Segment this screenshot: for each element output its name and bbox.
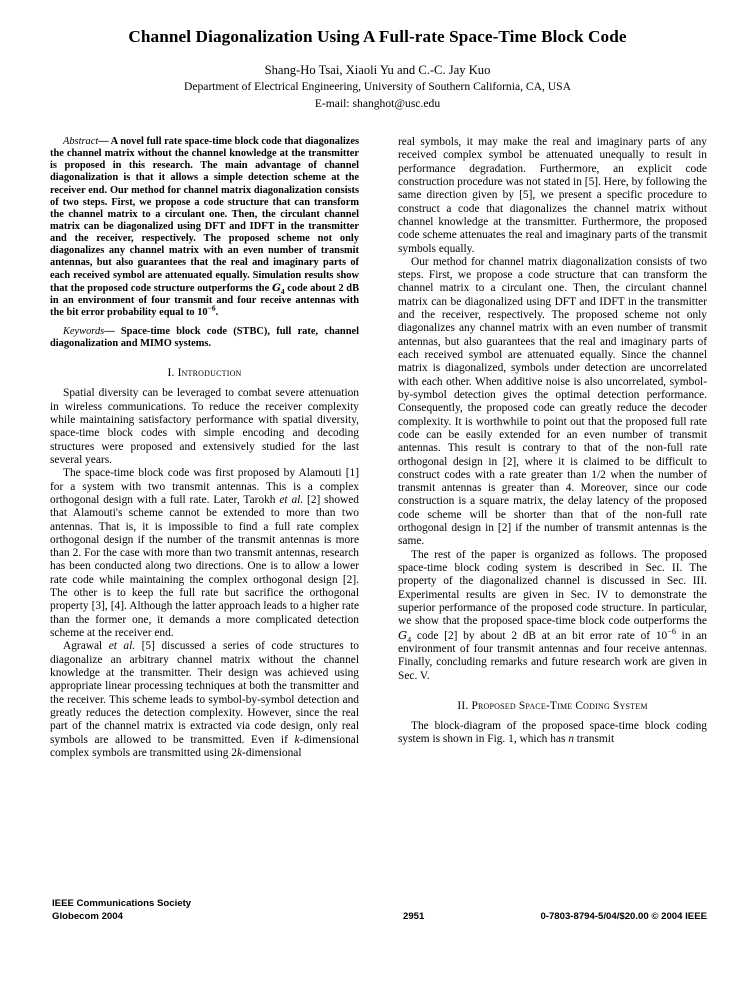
- abstract-dash: —: [98, 136, 109, 147]
- paragraph-intro-2-part-1: The space-time block code was first proposed by Alamouti [1] for a system with two transmit antennas. This is a complex orthogonal design with a full rate. Later, Tarokh: [50, 467, 359, 506]
- footer-row-top: [52, 898, 707, 911]
- page-title: Channel Diagonalization Using A Full-rate Space-Time Block Code: [128, 27, 627, 46]
- paragraph-intro-2: [50, 467, 359, 640]
- paper-header-block: [50, 26, 705, 112]
- paragraph-intro-3-part-3: -dimensional complex symbols are transmitted using 2: [50, 733, 359, 759]
- footer-society-name: IEEE Communications Society: [52, 898, 192, 909]
- paragraph-intro-6-part-2: code [2] by about 2 dB at an bit error rate of: [411, 629, 656, 642]
- paragraph-section2-1-part-1: The block-diagram of the proposed space-time block coding system is shown in Fig. 1, which has: [398, 719, 707, 746]
- paragraph-intro-2-part-2: [2] showed that Alamouti's scheme cannot be extended to more than two antennas. That is, it is impossible to find a full rate complex orthogonal design if the number of the transmit antennas is more than 2. For the case with more than two transmit antennas, research has been conducted along two directions. One is to allow a lower rate code while maintaining the complex orthogonal design [2]. The other is to keep the full rate but sacrifice the orthogonal property [3], [4]. Although the latter approach leads to a higher rate than the former one, it demands a more complicated detection scheme at the receiver end.: [50, 493, 359, 640]
- footer-conference-name: Globecom 2004: [52, 911, 123, 922]
- abstract-text-part-2: code about 2 dB in an environment of four transmit and four receive antennas with the bit error probability equal to: [50, 282, 359, 318]
- paragraph-intro-6: [398, 549, 707, 683]
- abstract-ber-exponent: −6: [207, 303, 216, 313]
- paragraph-intro-1: Spatial diversity can be leveraged to combat severe attenuation in wireless communications. To reduce the receiver complexity while maintaining satisfactory performance with spatial diversity, space-time block codes with simple encoding and decoding structures were proposed and extensively studied for the last several years.: [50, 387, 359, 466]
- math-variable-n: n: [568, 733, 574, 746]
- paragraph-intro-5: Our method for channel matrix diagonalization consists of two steps. First, we propose a code structure that can transform the channel matrix to a circulant one. Then, the circulant channel matrix can be diagonalized using DFT and IDFT in the transmitter and the receiver, respectively. The proposed scheme not only diagonalizes any channel matrix with an even number of transmit antennas, but also guarantees that the real and imaginary parts of each received symbol are attenuated equally. Since the channel matrix is diagonalized, symbols under detection are uncorrelated with each other. When additive noise is also uncorrelated, symbol-by-symbol detection gives the optimal detection performance. Consequently, the proposed code can greatly reduce the decoder complexity. It is worthwhile to point out that the proposed full rate code can be easily extended for an even number of transmit antennas. This result is contrary to that of the non-full rate orthogonal design in [2], where it is claimed to be difficult to construct codes with a rate greater than 1/2 when the number of transmit antennas is greater than 4. Moreover, since our code construction is a square matrix, the delay latency of the proposed code scheme will be shorter than that of the non-full rate orthogonal design in [2] if the number of transmit antennas is the same.: [398, 255, 707, 548]
- keywords-text: Space-time block code (STBC), full rate, channel diagonalization and MIMO systems.: [50, 326, 359, 350]
- abstract-symbol-g: G: [271, 281, 281, 294]
- section-title-1: Introduction: [177, 367, 242, 380]
- contact-email: E-mail: shanghot@usc.edu: [314, 96, 441, 110]
- body-symbol-g-subscript: 4: [407, 634, 412, 644]
- paragraph-intro-3: [50, 640, 359, 760]
- paragraph-intro-3-part-1: Agrawal: [63, 640, 109, 653]
- abstract-ber-base: 10: [197, 306, 208, 318]
- keywords-label: Keywords: [63, 326, 105, 338]
- author-list: Shang-Ho Tsai, Xiaoli Yu and C.-C. Jay Kuo: [264, 62, 491, 77]
- paragraph-intro-3-part-4: -dimensional: [242, 746, 302, 759]
- left-column: [50, 136, 359, 760]
- page-footer: [52, 898, 707, 924]
- abstract-text-part-1: A novel full rate space-time block code that diagonalizes the channel matrix without the channel knowledge at the transmitter is proposed in this research. The main advantage of channel diagonalization is that it allows a simple detection scheme at the receiver end. Our method for channel matrix diagonalization consists of two steps. First, we propose a code structure that can transform the channel matrix to a circulant one. Then, the circulant channel matrix can be diagonalized using DFT and IDFT in the transmitter and the receiver, respectively. The proposed scheme not only diagonalizes any channel matrix with an even number of transmit antennas, but also guarantees that the real and imaginary parts of each received symbol are attenuated equally. Simulation results show that the proposed code structure outperforms the: [50, 136, 359, 294]
- section-title-2: Proposed Space-Time Coding System: [471, 699, 648, 712]
- paragraph-intro-6-part-1: The rest of the paper is organized as follows. The proposed space-time block coding system is described in Sec. II. The property of the diagonalized channel is discussed in Sec. III. Experimental results are given in Sec. IV to demonstrate the superior performance of the proposed code structure. In particular, we show that the proposed space-time block code outperforms the: [398, 548, 707, 628]
- abstract-symbol-g-subscript: 4: [280, 286, 285, 296]
- footer-copyright: 0-7803-8794-5/04/$20.00 © 2004 IEEE: [540, 911, 707, 922]
- et-al-italic-2: et al.: [108, 640, 136, 653]
- paragraph-section2-1-part-2: transmit: [573, 733, 615, 746]
- paragraph-intro-3-part-2: [5] discussed a series of code structures to diagonalize an arbitrary channel matrix without the channel knowledge at the transmitter. Their design was achieved using appropriate linear processing techniques at both the transmitter and the receiver. This scheme leads to symbol-by-symbol detection and greatly reduces the detection complexity. However, since the real part of the channel matrix is extracted via code design, only real symbols are allowed to be transmitted. Even if: [50, 640, 359, 746]
- abstract-paragraph: [50, 136, 359, 319]
- footer-row-bottom: [52, 911, 707, 924]
- section-heading-proposed-system: [398, 700, 707, 712]
- paragraph-section2-1: [398, 720, 707, 747]
- math-variable-k-2: k: [236, 746, 243, 759]
- body-ber-exponent: −6: [667, 626, 676, 636]
- section-number-2: II.: [457, 699, 469, 712]
- right-column: [398, 136, 707, 760]
- affiliation: Department of Electrical Engineering, University of Southern California, CA, USA: [183, 80, 571, 94]
- body-symbol-g: G: [398, 627, 408, 642]
- footer-page-number: 2951: [403, 911, 425, 922]
- section-number-1: I.: [167, 367, 175, 380]
- paragraph-intro-6-part-3: in an environment of four transmit antennas and four receive antennas. Finally, concluding remarks and future research work are given in Sec. V.: [398, 629, 707, 682]
- body-ber-base: 10: [655, 629, 668, 642]
- abstract-text-part-3: .: [215, 306, 219, 318]
- abstract-label: Abstract: [63, 136, 99, 147]
- keywords-dash: —: [104, 326, 115, 338]
- paragraph-intro-4: real symbols, it may make the real and imaginary parts of any received complex symbol be attenuated unequally to result in performance degradation. Furthermore, an explicit code construction procedure was not stated in [5]. Here, by following the same direction given by [5], we present a specific procedure to construct a code that diagonalizes the channel matrix without channel knowledge at the transmitter. Furthermore, the proposed code scheme attenuates the real and imaginary parts of the transmit symbols equally.: [398, 136, 707, 255]
- keywords-paragraph: [50, 326, 359, 350]
- section-heading-introduction: [50, 367, 359, 379]
- two-column-body: [50, 136, 707, 760]
- et-al-italic-1: et al.: [279, 493, 304, 506]
- math-variable-k-1: k: [294, 733, 300, 746]
